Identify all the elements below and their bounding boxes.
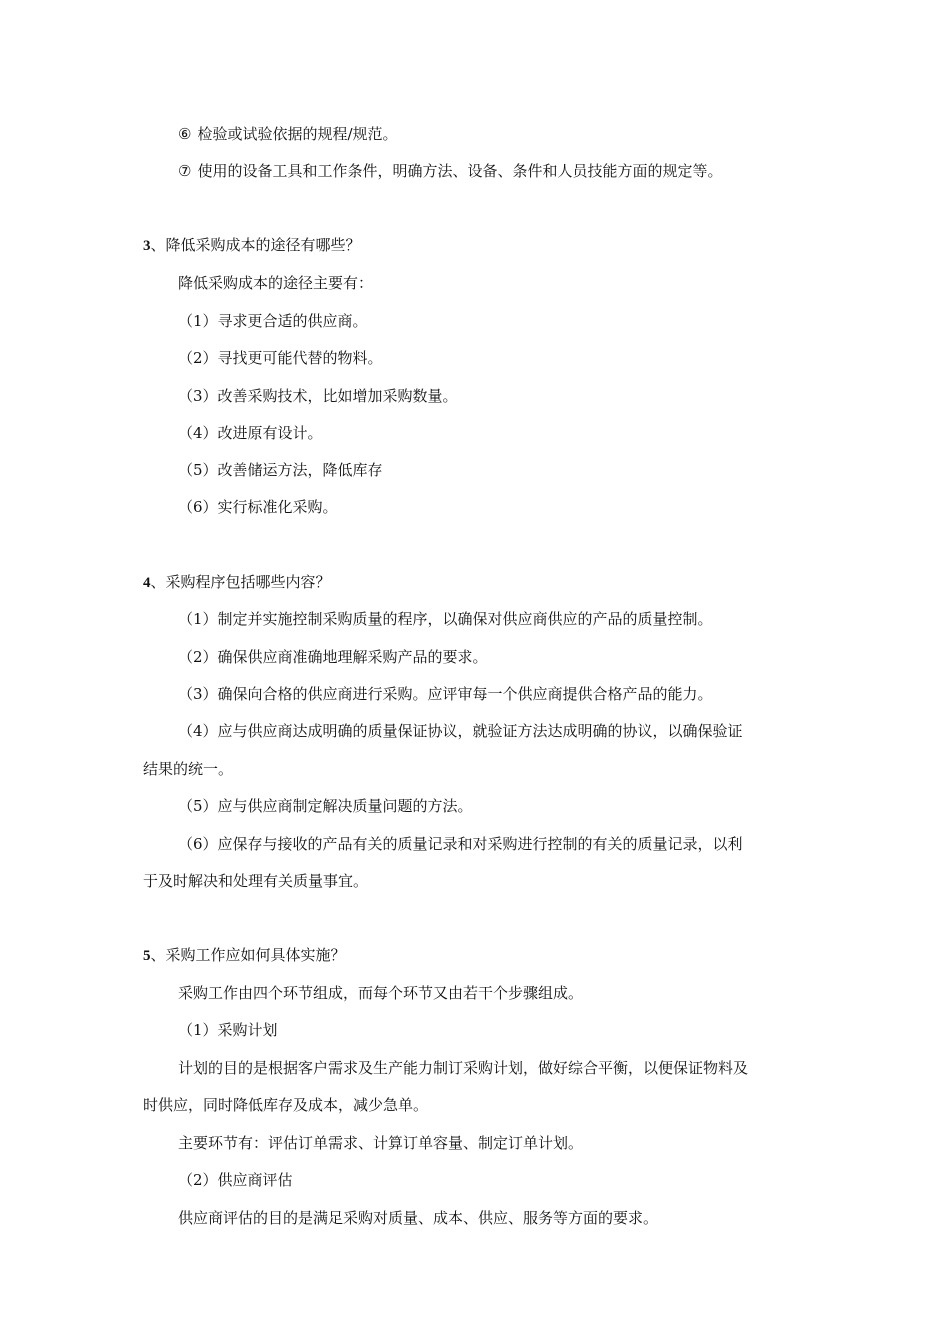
section-title: 、采购工作应如何具体实施？: [150, 946, 346, 964]
list-item: （1）制定并实施控制采购质量的程序，以确保对供应商供应的产品的质量控制。: [178, 610, 713, 628]
list-item: （3）确保向合格的供应商进行采购。应评审每一个供应商提供合格产品的能力。: [178, 685, 713, 703]
list-item: （2）确保供应商准确地理解采购产品的要求。: [178, 648, 488, 666]
list-item: （5）改善储运方法，降低库存: [178, 461, 383, 479]
list-item: （1）寻求更合适的供应商。: [178, 312, 368, 330]
list-item: （6）应保存与接收的产品有关的质量记录和对采购进行控制的有关的质量记录，以利: [178, 835, 743, 853]
list-item-continuation: 结果的统一。: [143, 760, 234, 778]
list-item: [178, 161, 722, 181]
section-number: 3: [143, 238, 151, 254]
section-heading: [143, 945, 346, 965]
list-item: [178, 124, 398, 144]
circled-number: ⑥: [178, 125, 192, 143]
list-item: （5）应与供应商制定解决质量问题的方法。: [178, 797, 473, 815]
section-number: 5: [143, 948, 151, 964]
section-title: 、降低采购成本的途径有哪些？: [150, 236, 361, 254]
list-item: （4）改进原有设计。: [178, 424, 323, 442]
list-item-continuation: 于及时解决和处理有关质量事宜。: [143, 872, 369, 890]
list-item: （2）寻找更可能代替的物料。: [178, 349, 383, 367]
subheading: （1）采购计划: [178, 1021, 278, 1039]
paragraph: 降低采购成本的途径主要有：: [178, 274, 374, 292]
paragraph: 主要环节有：评估订单需求、计算订单容量、制定订单计划。: [178, 1134, 584, 1152]
list-item: （4）应与供应商达成明确的质量保证协议，就验证方法达成明确的协议，以确保验证: [178, 722, 743, 740]
subheading: （2）供应商评估: [178, 1171, 293, 1189]
list-item-text: 检验或试验依据的规程/规范。: [197, 125, 398, 143]
list-item: （6）实行标准化采购。: [178, 498, 338, 516]
paragraph: 计划的目的是根据客户需求及生产能力制订采购计划，做好综合平衡，以便保证物料及: [178, 1059, 749, 1077]
circled-number: ⑦: [178, 162, 192, 180]
section-heading: [143, 235, 361, 255]
section-heading: [143, 572, 331, 592]
section-number: 4: [143, 575, 151, 591]
paragraph: 供应商评估的目的是满足采购对质量、成本、供应、服务等方面的要求。: [178, 1209, 659, 1227]
section-title: 、采购程序包括哪些内容？: [150, 573, 331, 591]
list-item-text: 使用的设备工具和工作条件，明确方法、设备、条件和人员技能方面的规定等。: [197, 162, 723, 180]
paragraph-continuation: 时供应，同时降低库存及成本，减少急单。: [143, 1096, 429, 1114]
list-item: （3）改善采购技术，比如增加采购数量。: [178, 387, 458, 405]
paragraph: 采购工作由四个环节组成，而每个环节又由若干个步骤组成。: [178, 984, 584, 1002]
